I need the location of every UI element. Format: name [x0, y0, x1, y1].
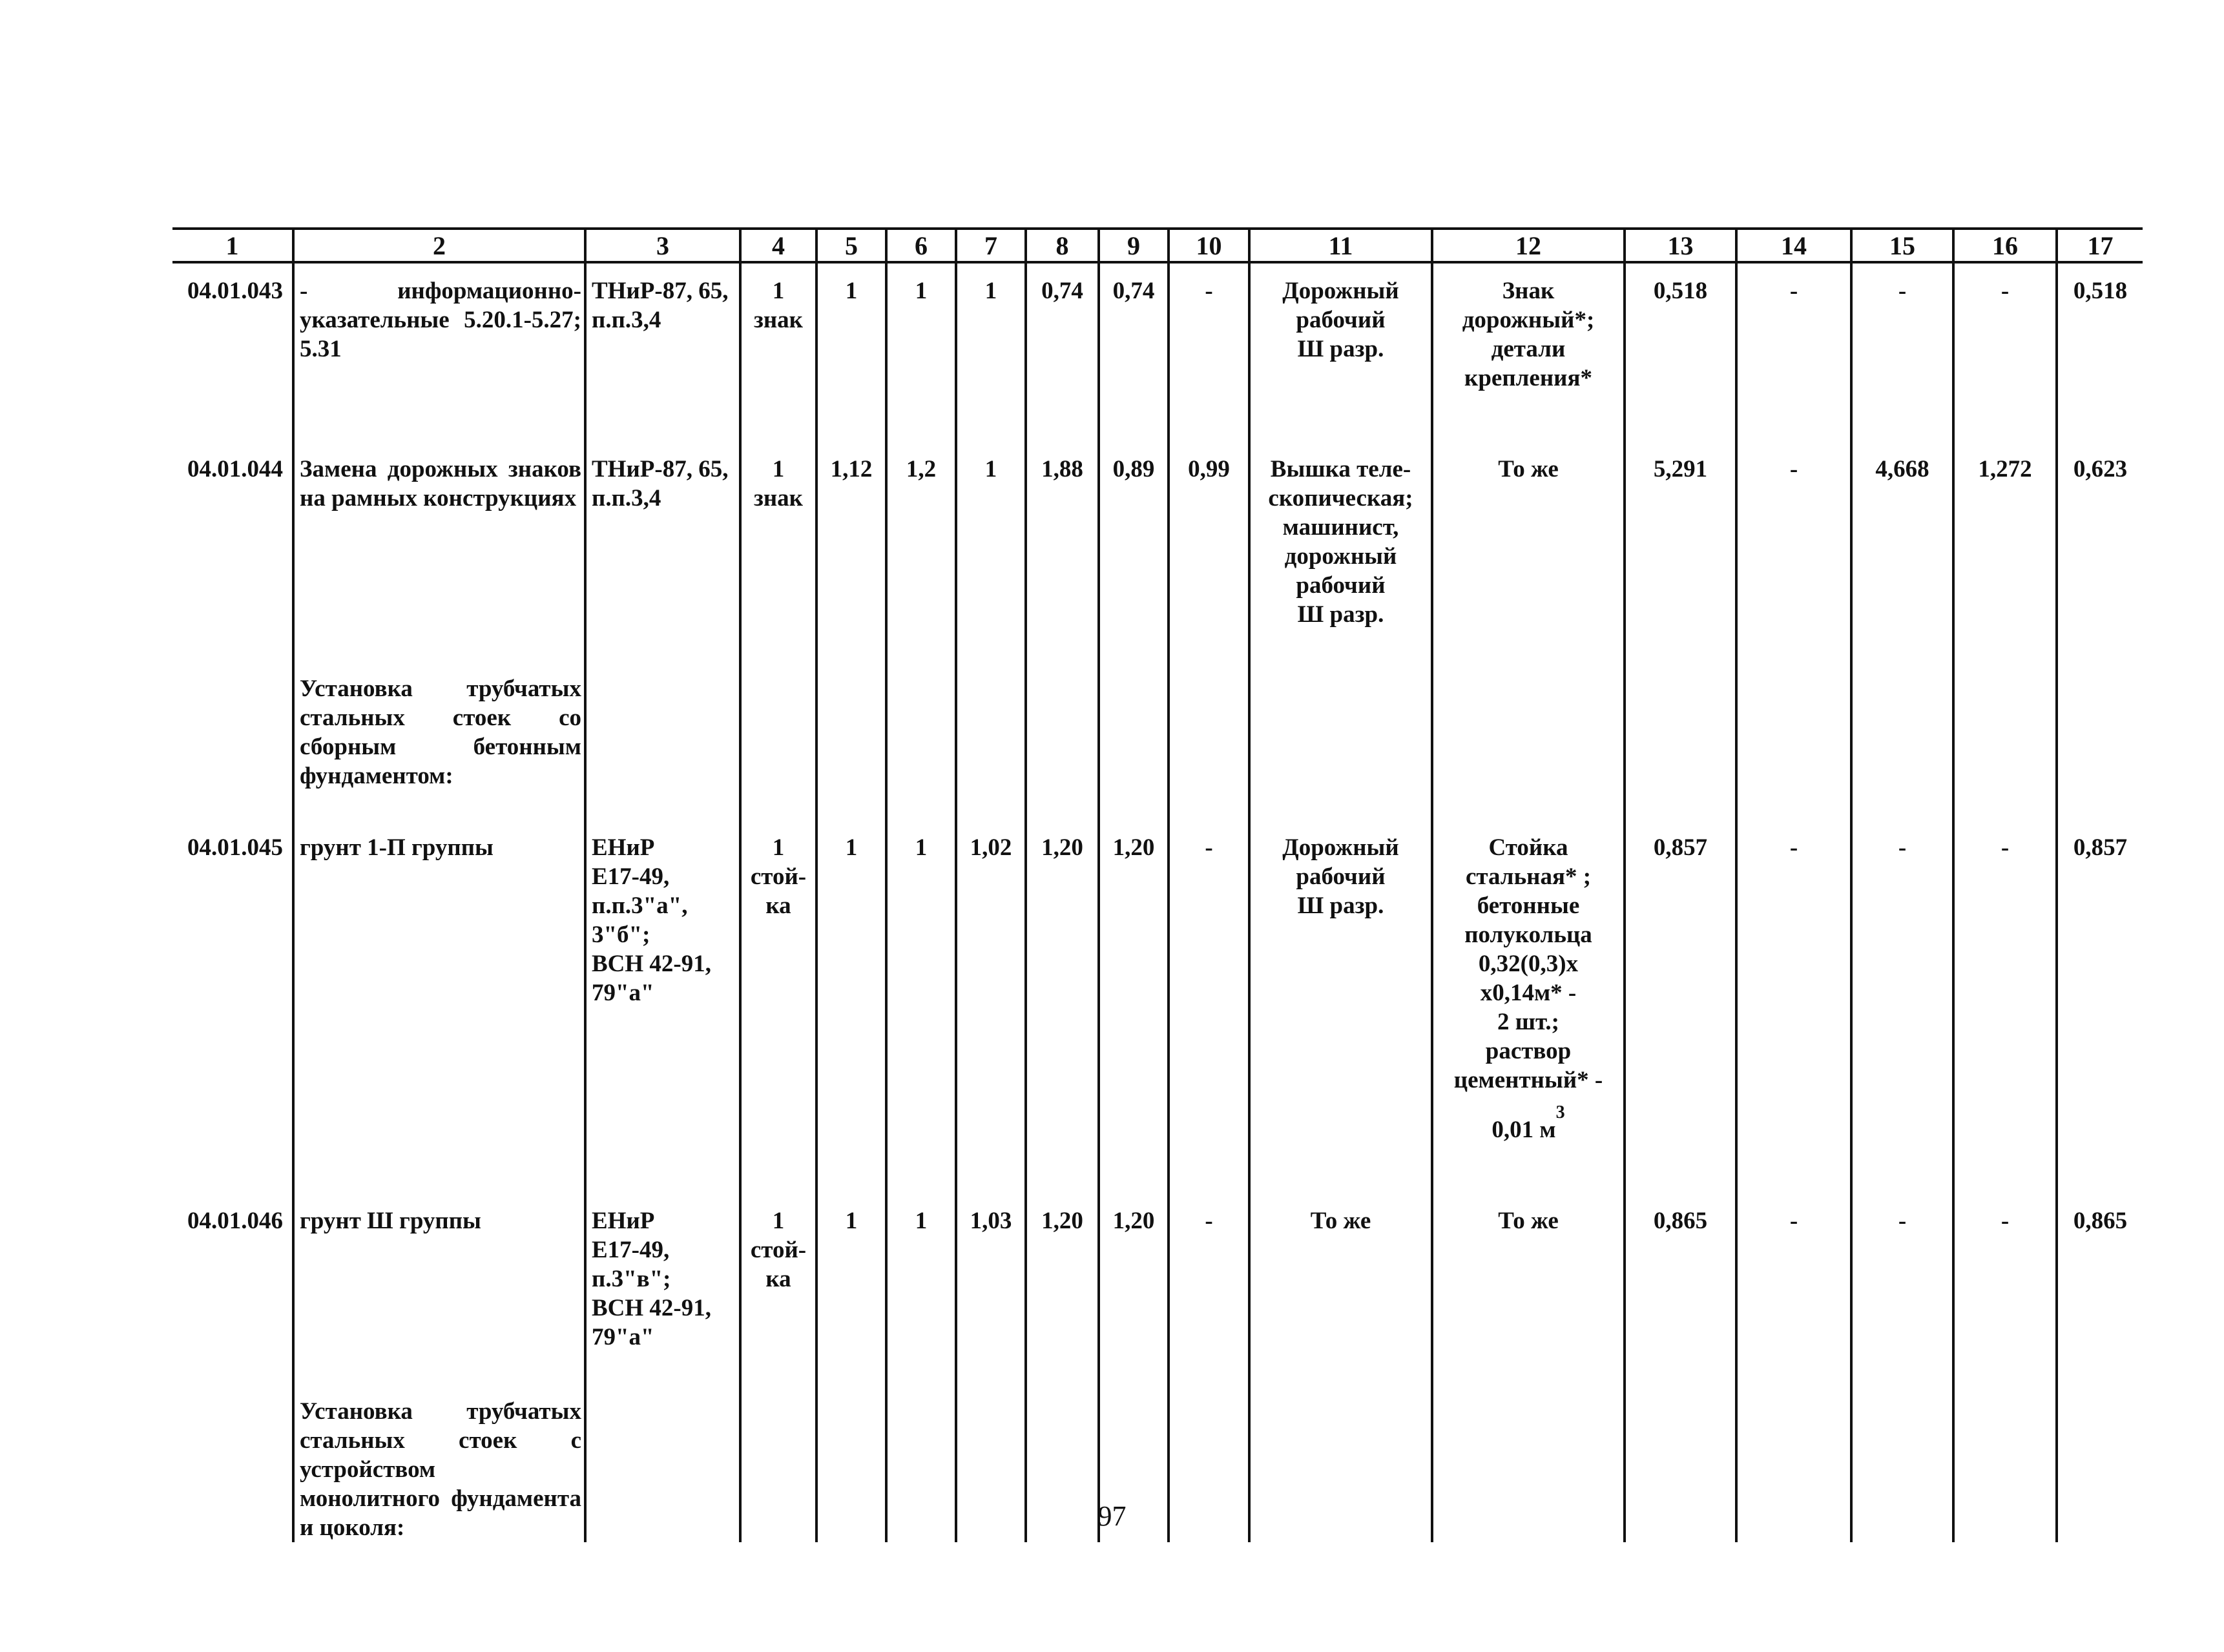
- column-header-16: 16: [1953, 229, 2057, 262]
- cell-text: 0,865: [1653, 1208, 1708, 1234]
- cell-col-5: [816, 418, 886, 655]
- cell-text: Знак дорожный*; детали крепления*: [1462, 278, 1595, 391]
- cell-col-10: [1169, 418, 1249, 655]
- cell-col-5: [816, 797, 886, 1170]
- cell-col-11: [1249, 262, 1432, 418]
- column-header-5: 5: [816, 229, 886, 262]
- cell-text: 04.01.046: [187, 1208, 283, 1234]
- cell-col-11: [1249, 418, 1432, 655]
- cell-col-12: [1432, 1170, 1625, 1378]
- cell-text: 0,99: [1188, 456, 1230, 482]
- cell-col-1: [172, 797, 293, 1170]
- cell-text: 4,668: [1875, 456, 1929, 482]
- cell-col-17: [2057, 655, 2143, 797]
- cell-col-16: [1953, 1170, 2057, 1378]
- cell-col-1: [172, 262, 293, 418]
- cell-col-10: [1169, 1170, 1249, 1378]
- cell-col-4: [740, 797, 816, 1170]
- column-header-6: 6: [886, 229, 956, 262]
- cell-col-14: [1736, 262, 1851, 418]
- cell-col-15: [1851, 262, 1953, 418]
- cell-text: грунт 1-П группы: [300, 834, 494, 861]
- cell-text: -: [1789, 278, 1798, 304]
- cell-text: -: [2001, 834, 2010, 861]
- cell-text: -: [1898, 278, 1907, 304]
- cell-text: 5,291: [1653, 456, 1708, 482]
- cell-text: 0,518: [1653, 278, 1708, 304]
- cell-col-7: [956, 797, 1026, 1170]
- unit-exponent: 3: [1555, 1102, 1565, 1122]
- cell-col-7: [956, 1170, 1026, 1378]
- cell-col-4: [740, 262, 816, 418]
- cell-col-17: [2057, 1170, 2143, 1378]
- cell-col-16: [1953, 262, 2057, 418]
- cell-col-16: [1953, 655, 2057, 797]
- norms-table: [172, 227, 2143, 1542]
- cell-col-2: [293, 262, 585, 418]
- cell-col-10: [1169, 655, 1249, 797]
- table-row: [172, 418, 2143, 655]
- cell-col-5: [816, 655, 886, 797]
- column-header-11: 11: [1249, 229, 1432, 262]
- cell-col-17: [2057, 418, 2143, 655]
- cell-text: 1 знак: [753, 278, 803, 333]
- cell-text: 1,88: [1041, 456, 1083, 482]
- cell-text: 1,02: [970, 834, 1012, 861]
- cell-col-8: [1026, 797, 1099, 1170]
- cell-text: 1,20: [1112, 1208, 1155, 1234]
- cell-text: Вышка теле- скопическая; машинист, дорожный рабочий Ш разр.: [1268, 456, 1413, 628]
- cell-col-10: [1169, 262, 1249, 418]
- cell-text: 0,865: [2073, 1208, 2128, 1234]
- cell-col-14: [1736, 655, 1851, 797]
- cell-text: -: [1789, 456, 1798, 482]
- table-row: [172, 262, 2143, 418]
- column-header-1: 1: [172, 229, 293, 262]
- cell-col-15: [1851, 418, 1953, 655]
- cell-text: 1,20: [1041, 834, 1083, 861]
- cell-col-17: [2057, 262, 2143, 418]
- cell-text: Стойка стальная* ; бетонные полукольца 0,32(0,3)x x0,14м* - 2 шт.; раствор цементный* -: [1453, 834, 1603, 1093]
- cell-col-8: [1026, 418, 1099, 655]
- cell-text: -: [1205, 834, 1213, 861]
- cell-col-16: [1953, 418, 2057, 655]
- section-row: [172, 655, 2143, 797]
- cell-text: 1: [845, 834, 858, 861]
- cell-text: То же: [1310, 1208, 1371, 1234]
- cell-col-14: [1736, 797, 1851, 1170]
- cell-text: 1,20: [1041, 1208, 1083, 1234]
- cell-col-17: [2057, 797, 2143, 1170]
- cell-text: 0,74: [1041, 278, 1083, 304]
- column-header-8: 8: [1026, 229, 1099, 262]
- cell-text: То же: [1498, 456, 1559, 482]
- cell-col-2: [293, 418, 585, 655]
- cell-col-7: [956, 655, 1026, 797]
- cell-col-7: [956, 418, 1026, 655]
- cell-text: 1: [915, 1208, 928, 1234]
- cell-col-6: [886, 418, 956, 655]
- cell-text: -: [1789, 1208, 1798, 1234]
- cell-col-3: [585, 1170, 740, 1378]
- cell-text: ЕНиР Е17-49, п.п.3"а", 3"б"; ВСН 42-91, 79"а": [592, 834, 711, 1006]
- cell-text: 0,623: [2073, 456, 2128, 482]
- cell-col-6: [886, 262, 956, 418]
- cell-text: -: [1205, 278, 1213, 304]
- cell-text: То же: [1498, 1208, 1559, 1234]
- cell-col-15: [1851, 655, 1953, 797]
- cell-text: 1,272: [1978, 456, 2032, 482]
- cell-col-8: [1026, 655, 1099, 797]
- cell-col-13: [1625, 655, 1736, 797]
- cell-text: - информационно-указательные 5.20.1-5.27; 5.31: [300, 278, 581, 362]
- cell-text: 1,20: [1112, 834, 1155, 861]
- cell-col-15: [1851, 797, 1953, 1170]
- cell-text: ЕНиР Е17-49, п.3"в"; ВСН 42-91, 79"а": [592, 1208, 711, 1350]
- cell-text: 1: [915, 834, 928, 861]
- cell-col-10: [1169, 797, 1249, 1170]
- cell-col-8: [1026, 262, 1099, 418]
- cell-unit-line: [1437, 1102, 1619, 1144]
- cell-text: -: [1898, 834, 1907, 861]
- column-header-17: 17: [2057, 229, 2143, 262]
- cell-text: Дорожный рабочий Ш разр.: [1282, 278, 1399, 362]
- cell-text: Установка трубчатых стальных стоек со сборным бетонным фундаментом:: [300, 676, 581, 789]
- cell-text: 0,89: [1112, 456, 1155, 482]
- column-header-3: 3: [585, 229, 740, 262]
- cell-col-3: [585, 262, 740, 418]
- cell-col-5: [816, 1170, 886, 1378]
- cell-col-1: [172, 655, 293, 797]
- cell-col-2: [293, 655, 585, 797]
- cell-text: -: [1205, 1208, 1213, 1234]
- cell-col-14: [1736, 418, 1851, 655]
- cell-text: 1: [845, 278, 858, 304]
- column-header-12: 12: [1432, 229, 1625, 262]
- cell-col-12: [1432, 797, 1625, 1170]
- cell-col-5: [816, 262, 886, 418]
- table-header-row: [172, 229, 2143, 262]
- cell-col-15: [1851, 1170, 1953, 1378]
- cell-text: ТНиР-87, 65, п.п.3,4: [592, 456, 729, 511]
- cell-text: 1,03: [970, 1208, 1012, 1234]
- cell-col-9: [1099, 797, 1169, 1170]
- cell-text: Установка трубчатых стальных стоек с устройством монолитного фундамента и цоколя:: [300, 1398, 581, 1541]
- cell-text: 0,74: [1112, 278, 1155, 304]
- cell-col-9: [1099, 418, 1169, 655]
- cell-text: 1 стой- ка: [750, 1208, 807, 1292]
- cell-text: Замена дорожных знаков на рамных конструкциях: [300, 456, 581, 511]
- cell-col-4: [740, 655, 816, 797]
- cell-col-6: [886, 1170, 956, 1378]
- cell-text: -: [1898, 1208, 1907, 1234]
- cell-col-13: [1625, 418, 1736, 655]
- cell-text: грунт Ш группы: [300, 1208, 481, 1234]
- column-header-7: 7: [956, 229, 1026, 262]
- cell-text: 04.01.043: [187, 278, 283, 304]
- cell-text: 1: [984, 456, 997, 482]
- table-body: [172, 262, 2143, 1542]
- cell-col-11: [1249, 797, 1432, 1170]
- unit-value: 0,01 м: [1491, 1117, 1556, 1143]
- cell-col-12: [1432, 655, 1625, 797]
- cell-col-6: [886, 797, 956, 1170]
- column-header-9: 9: [1099, 229, 1169, 262]
- cell-text: 0,857: [2073, 834, 2128, 861]
- cell-col-3: [585, 797, 740, 1170]
- cell-col-11: [1249, 1170, 1432, 1378]
- cell-text: 1 знак: [753, 456, 803, 511]
- column-header-2: 2: [293, 229, 585, 262]
- cell-text: ТНиР-87, 65, п.п.3,4: [592, 278, 729, 333]
- cell-col-4: [740, 418, 816, 655]
- table-row: [172, 797, 2143, 1170]
- cell-col-12: [1432, 418, 1625, 655]
- cell-col-1: [172, 418, 293, 655]
- column-header-10: 10: [1169, 229, 1249, 262]
- cell-col-2: [293, 797, 585, 1170]
- cell-text: 0,518: [2073, 278, 2128, 304]
- column-header-14: 14: [1736, 229, 1851, 262]
- cell-col-3: [585, 418, 740, 655]
- cell-col-3: [585, 655, 740, 797]
- cell-text: 1: [984, 278, 997, 304]
- cell-text: 04.01.044: [187, 456, 283, 482]
- cell-col-13: [1625, 1170, 1736, 1378]
- cell-text: 1 стой- ка: [750, 834, 807, 919]
- cell-text: Дорожный рабочий Ш разр.: [1282, 834, 1399, 919]
- cell-col-12: [1432, 262, 1625, 418]
- page-number: 97: [1097, 1500, 1127, 1532]
- cell-col-1: [172, 1170, 293, 1378]
- cell-col-14: [1736, 1170, 1851, 1378]
- cell-text: 1,12: [830, 456, 873, 482]
- cell-col-9: [1099, 262, 1169, 418]
- cell-col-9: [1099, 1170, 1169, 1378]
- cell-col-9: [1099, 655, 1169, 797]
- column-header-4: 4: [740, 229, 816, 262]
- cell-text: -: [2001, 278, 2010, 304]
- cell-col-8: [1026, 1170, 1099, 1378]
- cell-col-7: [956, 262, 1026, 418]
- cell-text: 1: [845, 1208, 858, 1234]
- cell-text: 04.01.045: [187, 834, 283, 861]
- cell-text: 0,857: [1653, 834, 1708, 861]
- table-row: [172, 1170, 2143, 1378]
- column-header-13: 13: [1625, 229, 1736, 262]
- cell-col-11: [1249, 655, 1432, 797]
- cell-text: 1,2: [906, 456, 937, 482]
- cell-col-13: [1625, 797, 1736, 1170]
- cell-col-6: [886, 655, 956, 797]
- cell-col-16: [1953, 797, 2057, 1170]
- cell-col-2: [293, 1170, 585, 1378]
- cell-col-4: [740, 1170, 816, 1378]
- column-header-15: 15: [1851, 229, 1953, 262]
- cell-text: -: [2001, 1208, 2010, 1234]
- cell-col-13: [1625, 262, 1736, 418]
- cell-text: -: [1789, 834, 1798, 861]
- cell-text: 1: [915, 278, 928, 304]
